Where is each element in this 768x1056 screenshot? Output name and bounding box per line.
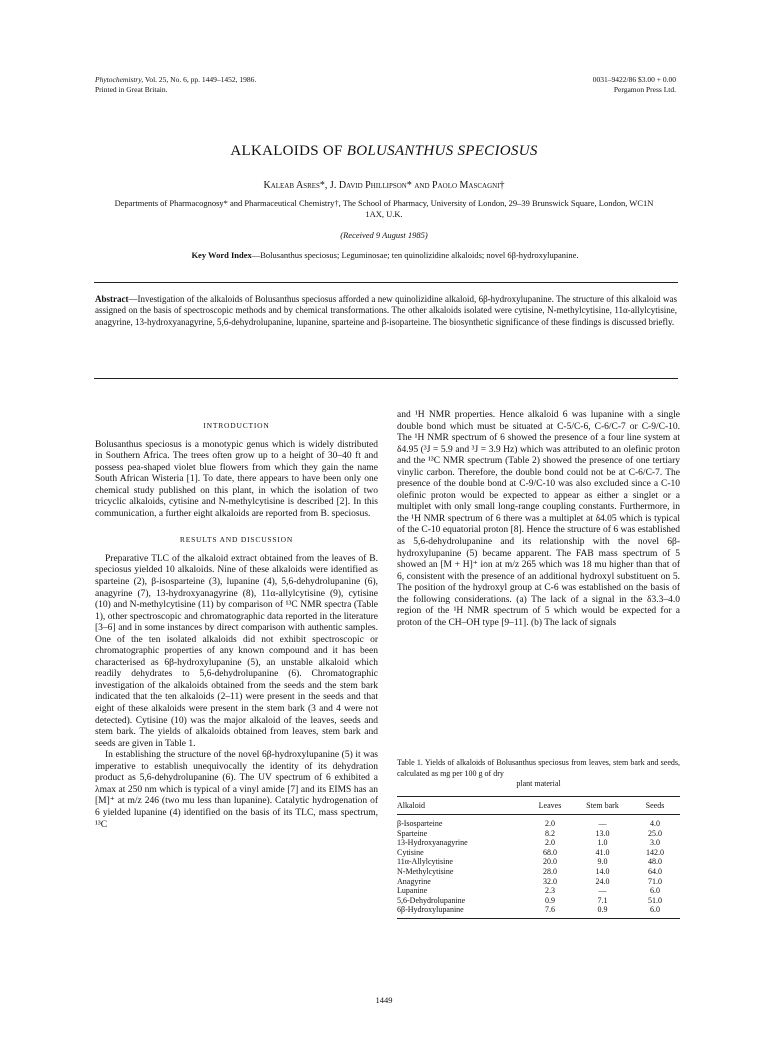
table-1: [397, 758, 680, 919]
received-date: (Received 9 August 1985): [340, 230, 428, 240]
col-header-leaves: Leaves: [538, 800, 562, 810]
right-column: [397, 410, 680, 629]
left-column: [95, 420, 378, 831]
affiliation: Departments of Pharmacognosy* and Pharmaceutical Chemistry†, The School of Pharmacy, University of London, 29–39 Brunswick Square, London, WC1N 1AX, U.K.: [114, 198, 654, 219]
table-rule-bottom: [397, 918, 680, 919]
keyword-index: Key Word Index—Bolusanthus speciosus; Leguminosae; ten quinolizidine alkaloids; novel 6β-hydroxylupanine.: [191, 250, 579, 260]
results-paragraph-1: Preparative TLC of the alkaloid extract obtained from the leaves of B. speciosus yielded 10 alkaloids. Nine of these alkaloids were identified as sparteine (2), β-isosparteine (3), lupanine (4), 5,6-dehydrolupanine (6), anagyrine (7), 13-hydroxyanagyrine (8), 11α-allylcytisine (9), cytisine (10) and N-methylcytisine (11) by comparison of ¹³C NMR spectra (Table 1), other spectroscopic and chromatographic data reported in the literature [3–6] and in some instances by direct comparison with authentic samples. One of the ten isolated alkaloids did not exhibit spectroscopic or chromatographic properties of any known compound and it has been characterised as 6β-hydroxylupanine (5), an unstable alkaloid which readily dehydrates to 5,6-dehydrolupanine (6). Chromatographic investigation of the alkaloids obtained from the seeds and the stem bark indicated that the ten alkaloids (2–11) were present in the seeds and that eight of these alkaloids were present in the stem bark (3 and 4 were not detected). Cytisine (10) was the major alkaloid of the leaves, seeds and stem bark. The yields of alkaloids obtained from leaves, stem bark and seeds are given in Table 1.: [95, 553, 378, 749]
right-column-text: and ¹H NMR properties. Hence alkaloid 6 was lupanine with a single double bond which must be situated at C-5/C-6, C-6/C-7 or C-9/C-10. The ¹H NMR spectrum of 6 showed the presence of a four line system at δ4.95 (³J = 5.9 and ³J = 3.9 Hz) which was attributed to an olefinic proton and the ¹³C NMR spectrum (Table 2) showed the presence of one tertiary vinylic carbon. Therefore, the double bond could not be at C-6/C-7. The presence of the double bond at C-9/C-10 was also excluded since a C-10 olefinic proton would be expected to appear as either a singlet or a multiplet with only small long-range coupling constants. Furthermore, in the ¹H NMR spectrum of 6 there was a multiplet at δ4.05 which is typical of the C-10 equatorial proton [8]. Hence the structure of 6 was established as 5,6-dehydrolupanine and its relationship with the novel 6β-hydroxylupanine (5) became apparent. The FAB mass spectrum of 5 showed an [M + H]⁺ ion at m/z 265 which was 18 mu higher than that of 6, consistent with the presence of an additional hydroxyl substituent on 5. The position of the hydroxyl group at C-6 was established on the basis of the following considerations. (a) The lack of a signal in the δ3.3–4.0 region of the ¹H NMR spectrum of 5 which would be expected for a proton of the CH–OH type [9–11]. (b) The lack of signals: [397, 410, 680, 628]
divider-bottom: [94, 378, 678, 379]
issn-price: 0031–9422/86 $3.00 + 0.00: [592, 75, 676, 84]
table-row: Sparteine 8.2 13.0 25.0: [397, 828, 662, 838]
journal-header: [95, 75, 256, 95]
yields-table: [397, 797, 680, 916]
paper-title: ALKALOIDS OF BOLUSANTHUS SPECIOSUS: [230, 143, 538, 159]
table-header-row: [397, 797, 680, 815]
authors: Kaleab Asres*, J. David Phillipson* and Paolo Mascagni†: [263, 180, 505, 191]
table-row: 5,6-Dehydrolupanine 0.9 7.1 51.0: [397, 895, 662, 905]
table-row: N-Methylcytisine 28.0 14.0 64.0: [397, 867, 662, 877]
introduction-heading: INTRODUCTION: [203, 421, 270, 430]
col-header-seeds: Seeds: [645, 800, 665, 810]
table-row: 13-Hydroxyanagyrine 2.0 1.0 3.0: [397, 838, 660, 848]
col-header-alkaloid: Alkaloid: [397, 800, 425, 810]
table-row: 11α-Allylcytisine 20.0 9.0 48.0: [397, 857, 662, 867]
table-row: β-Isosparteine 2.0 — 4.0: [397, 819, 660, 829]
table-caption: Table 1. Yields of alkaloids of Bolusanthus speciosus from leaves, stem bark and seeds, calculated as mg per 100 g of dry plant material: [397, 758, 680, 788]
divider-top: [94, 282, 678, 283]
table-row: Anagyrine 32.0 24.0 71.0: [397, 876, 662, 886]
publisher-header: [593, 75, 676, 95]
page-number: 1449: [375, 995, 393, 1005]
table-row: Cytisine 68.0 41.0 142.0: [397, 847, 664, 857]
results-paragraph-2: In establishing the structure of the novel 6β-hydroxylupanine (5) it was imperative to establish unequivocally the identity of its dehydration product as 5,6-dehydrolupanine (6). The UV spectrum of 6 exhibited a λmax at 250 nm which is typical of a vinyl amide [7] and its EIMS has an [M]⁺ at m/z 246 (two mu less than lupanine). Catalytic hydrogenation of 6 yielded lupanine (4) identified on the basis of its TLC, mass spectrum, ¹³C: [95, 750, 378, 830]
table-row: 6β-Hydroxylupanine 7.6 0.9 6.0: [397, 905, 660, 915]
abstract: Abstract—Investigation of the alkaloids of Bolusanthus speciosus afforded a new quinolizidine alkaloid, 6β-hydroxylupanine. The structure of this alkaloid was assigned on the basis of spectroscopic methods and by chemical transformations. The other alkaloids isolated were cytisine, N-methylcytisine, 11α-allylcytisine, anagyrine, 13-hydroxyanagyrine, 5,6-dehydrolupanine, lupanine, sparteine and β-isoparteine. The biosynthetic significance of these findings is discussed briefly.: [95, 294, 677, 327]
results-heading: RESULTS AND DISCUSSION: [179, 535, 294, 545]
journal-citation: Phytochemistry, Vol. 25, No. 6, pp. 1449–1452, 1986.: [95, 75, 257, 84]
printed-in: Printed in Great Britain.: [95, 85, 168, 94]
table-row: Lupanine 2.3 — 6.0: [397, 886, 660, 896]
publisher: Pergamon Press Ltd.: [613, 85, 676, 94]
col-header-stem-bark: Stem bark: [586, 800, 619, 810]
introduction-text: Bolusanthus speciosus is a monotypic genus which is widely distributed in Southern Africa. The trees often grow up to a height of 30–40 ft and possess pea-shaped violet blue flowers from which they gain the name South African Wisteria [1]. To date, there appears to have been only one chemical study published on this plant, in which the isolation of two tricyclic alkaloids, cytisine and N-methylcytisine is described [2]. In this communication, a further eight alkaloids are reported from B. speciosus.: [95, 439, 378, 519]
